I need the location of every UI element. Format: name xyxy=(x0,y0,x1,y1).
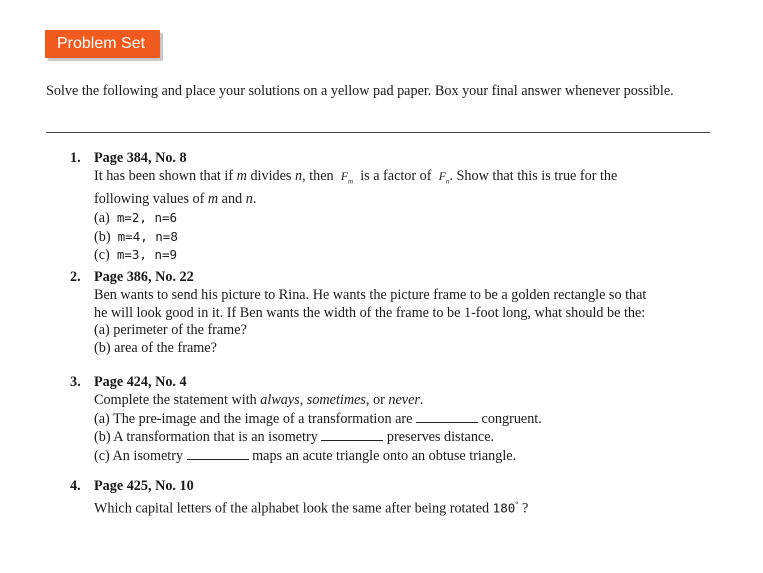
problem-number: 3. xyxy=(70,374,81,390)
part-b xyxy=(94,228,710,247)
badge-label: Problem Set xyxy=(57,35,146,52)
part-text: (a) The pre-image and the image of a transformation are xyxy=(94,410,413,427)
part-text: (b) A transformation that is an isometry xyxy=(94,429,318,446)
part-label: (a) xyxy=(94,209,110,226)
problem-statement-line xyxy=(94,191,710,209)
var-n: n xyxy=(294,167,303,184)
problem-number: 1. xyxy=(70,150,81,166)
statement-text: . xyxy=(252,190,257,207)
part-a: (a) perimeter of the frame? xyxy=(94,322,247,339)
part-label: (c) xyxy=(94,247,110,264)
statement-text: . Show that this is true for the xyxy=(449,167,618,184)
part-label: (b) xyxy=(94,228,111,245)
problem-line: he will look good in it. If Ben wants the width of the frame to be 1-foot long, what should be the: xyxy=(94,304,646,321)
var-m: m xyxy=(236,167,247,184)
degree-symbol: ° xyxy=(515,499,519,509)
problem-set-badge xyxy=(45,30,160,58)
subscript: n xyxy=(445,177,450,186)
problem-instruction xyxy=(94,392,710,410)
part-text: maps an acute triangle onto an obtuse triangle. xyxy=(252,448,517,465)
part-value: m=4, n=8 xyxy=(117,228,178,244)
problem-number: 4. xyxy=(70,478,81,494)
answer-blank[interactable] xyxy=(187,447,249,460)
statement-text: is a factor of xyxy=(360,167,432,184)
problem-heading: Page 425, No. 10 xyxy=(94,478,194,494)
problem-2 xyxy=(70,269,710,358)
problem-number: 2. xyxy=(70,269,81,285)
problem-line xyxy=(94,496,710,519)
f-letter: F xyxy=(340,168,349,183)
part-a xyxy=(94,209,710,228)
problem-line: Ben wants to send his picture to Rina. He wants the picture frame to be a golden rectangle so that xyxy=(94,286,647,303)
fm-symbol xyxy=(340,168,354,186)
problem-statement-line xyxy=(94,168,710,191)
problem-heading: Page 386, No. 22 xyxy=(94,269,194,285)
divider xyxy=(46,132,710,133)
part-value: m=3, n=9 xyxy=(116,247,178,263)
problem-1 xyxy=(70,150,710,265)
problem-heading: Page 384, No. 8 xyxy=(94,150,187,166)
part-c xyxy=(94,447,710,466)
part-value: m=2, n=6 xyxy=(116,209,178,225)
statement-text: following values of xyxy=(94,190,205,207)
problem-text: Which capital letters of the alphabet look the same after being rotated xyxy=(94,500,490,517)
part-a xyxy=(94,410,710,429)
part-b xyxy=(94,428,710,447)
instruction-text: , or xyxy=(365,391,385,408)
answer-blank[interactable] xyxy=(321,428,383,441)
instruction-text: Complete the statement with xyxy=(94,391,257,408)
var-m: m xyxy=(207,190,219,207)
fn-symbol xyxy=(438,168,450,186)
statement-text: , then xyxy=(302,167,334,184)
angle-value: 180 xyxy=(492,500,516,516)
instructions: Solve the following and place your solutions on a yellow pad paper. Box your final answer whenever possible. xyxy=(46,83,674,99)
statement-text: divides xyxy=(250,167,292,184)
problem-3 xyxy=(70,374,710,466)
problem-4 xyxy=(70,478,710,518)
part-b: (b) area of the frame? xyxy=(94,340,217,357)
part-c xyxy=(94,246,710,265)
option-never: never xyxy=(388,391,420,408)
instruction-text: . xyxy=(419,391,424,408)
part-text: congruent. xyxy=(481,410,542,427)
part-text: (c) An isometry xyxy=(94,448,184,465)
f-letter: F xyxy=(438,168,446,183)
part-text: preserves distance. xyxy=(386,429,495,446)
problem-text: ? xyxy=(522,500,529,517)
statement-text: It has been shown that if xyxy=(94,167,234,184)
var-n: n xyxy=(245,190,253,207)
option-always: always xyxy=(260,391,300,408)
option-sometimes: sometimes xyxy=(306,391,366,408)
instruction-text: , xyxy=(299,391,304,408)
subscript: m xyxy=(348,177,354,186)
answer-blank[interactable] xyxy=(416,410,478,423)
statement-text: and xyxy=(221,190,243,207)
problem-heading: Page 424, No. 4 xyxy=(94,374,187,390)
